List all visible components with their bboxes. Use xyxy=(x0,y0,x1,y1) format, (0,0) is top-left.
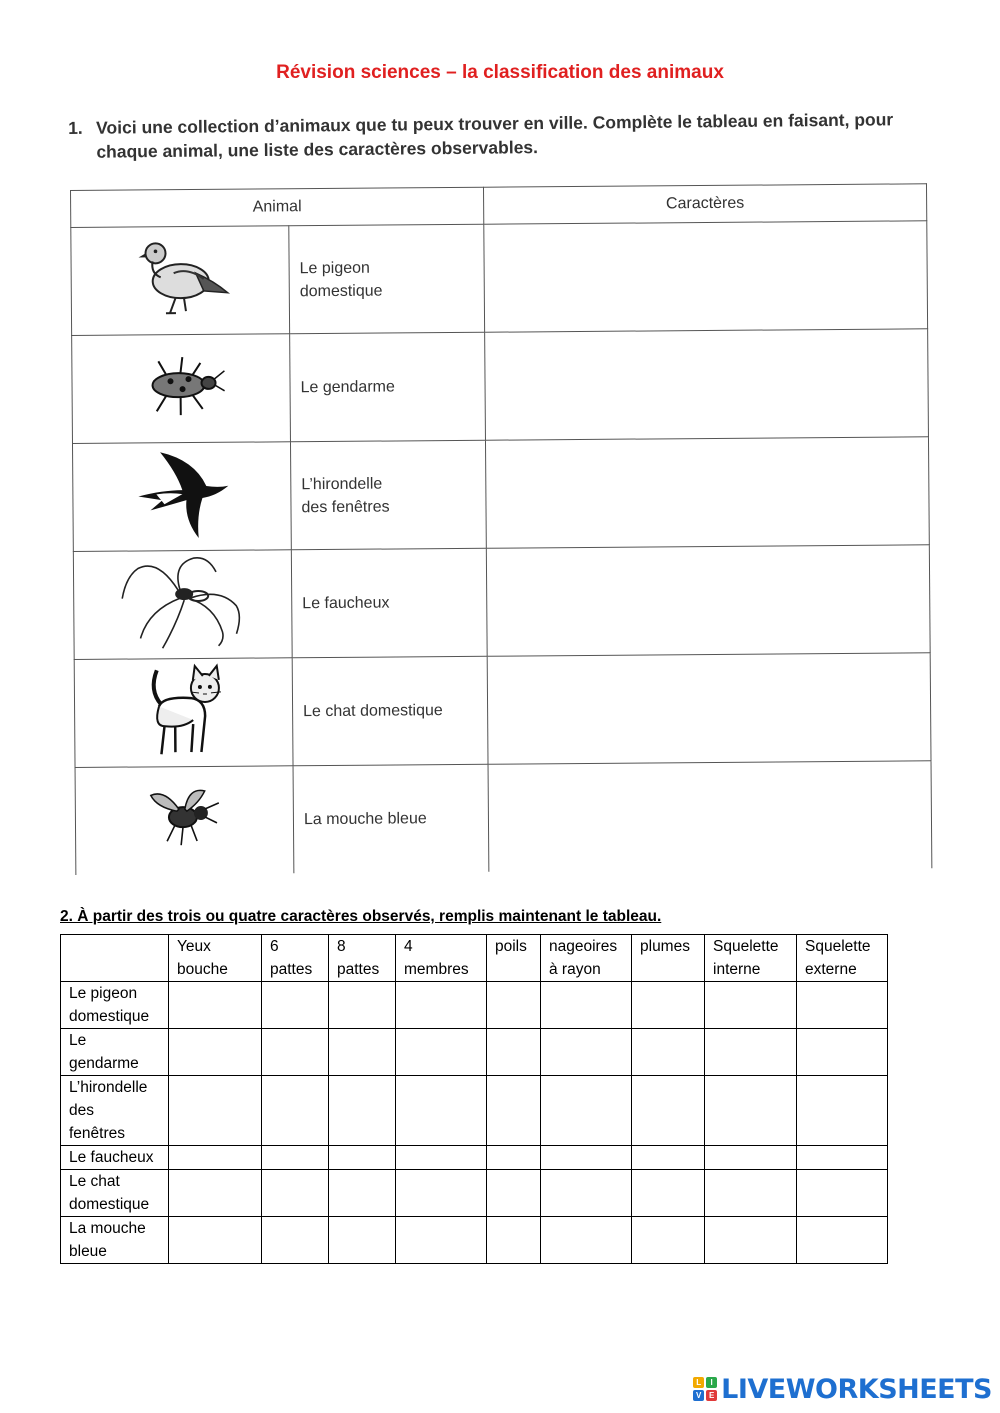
animal-name-line2: des fenêtres xyxy=(301,498,390,516)
table-row xyxy=(61,1029,888,1076)
animal-name: Le faucheux xyxy=(302,594,390,613)
answer-cell[interactable] xyxy=(487,1146,541,1170)
column-header: 6 pattes xyxy=(262,935,329,982)
answer-cell[interactable] xyxy=(329,1076,396,1146)
column-header: plumes xyxy=(632,935,705,982)
answer-cell[interactable] xyxy=(169,1146,262,1170)
answer-cell[interactable] xyxy=(487,1029,541,1076)
answer-cell[interactable] xyxy=(262,1170,329,1217)
characters-answer-cell[interactable] xyxy=(485,329,929,440)
table-row xyxy=(61,1217,888,1264)
answer-cell[interactable] xyxy=(797,1217,888,1264)
animal-image-cell xyxy=(74,658,293,768)
answer-cell[interactable] xyxy=(705,1146,797,1170)
animal-name: L’hirondelle xyxy=(301,475,383,493)
column-header: poils xyxy=(487,935,541,982)
row-header: Le gendarme xyxy=(61,1029,169,1076)
answer-cell[interactable] xyxy=(632,1217,705,1264)
animal-name: Le chat domestique xyxy=(303,702,443,721)
pigeon-icon xyxy=(125,233,236,324)
animal-name-line2: domestique xyxy=(299,282,383,300)
animal-name-cell xyxy=(290,332,486,442)
answer-cell[interactable] xyxy=(797,1170,888,1217)
column-header: Yeux bouche xyxy=(169,935,262,982)
animal-name-cell xyxy=(290,440,486,550)
answer-cell[interactable] xyxy=(541,982,632,1029)
answer-cell[interactable] xyxy=(396,1076,487,1146)
answer-cell[interactable] xyxy=(262,1217,329,1264)
question-1-number: 1. xyxy=(68,117,83,138)
column-header: 8 pattes xyxy=(329,935,396,982)
answer-cell[interactable] xyxy=(797,1076,888,1146)
column-header: 4 membres xyxy=(396,935,487,982)
answer-cell[interactable] xyxy=(487,1076,541,1146)
brand-name: LIVEWORKSHEETS xyxy=(721,1373,992,1405)
answer-cell[interactable] xyxy=(487,982,541,1029)
table-row xyxy=(71,221,928,336)
animal-image-cell xyxy=(72,334,291,444)
answer-cell[interactable] xyxy=(329,1217,396,1264)
answer-cell[interactable] xyxy=(632,1146,705,1170)
answer-cell[interactable] xyxy=(487,1217,541,1264)
header-corner-cell xyxy=(61,935,169,982)
table-row xyxy=(75,761,932,875)
answer-cell[interactable] xyxy=(705,982,797,1029)
answer-cell[interactable] xyxy=(329,1146,396,1170)
answer-cell[interactable] xyxy=(632,1029,705,1076)
animal-image-cell xyxy=(73,550,292,660)
answer-cell[interactable] xyxy=(329,982,396,1029)
row-header: Le faucheux xyxy=(61,1146,169,1170)
table-row xyxy=(73,545,930,660)
table-row xyxy=(74,653,931,768)
answer-cell[interactable] xyxy=(541,1146,632,1170)
answer-cell[interactable] xyxy=(487,1170,541,1217)
classification-table xyxy=(60,934,888,1264)
answer-cell[interactable] xyxy=(169,982,262,1029)
animal-name-cell xyxy=(292,656,488,766)
row-header: L’hirondelle des fenêtres xyxy=(61,1076,169,1146)
answer-cell[interactable] xyxy=(541,1029,632,1076)
answer-cell[interactable] xyxy=(797,1029,888,1076)
answer-cell[interactable] xyxy=(541,1076,632,1146)
animal-name: Le gendarme xyxy=(300,378,395,397)
answer-cell[interactable] xyxy=(705,1217,797,1264)
swallow-icon xyxy=(132,446,233,543)
answer-cell[interactable] xyxy=(396,1217,487,1264)
column-header: nageoires à rayon xyxy=(541,935,632,982)
row-header: La mouche bleue xyxy=(61,1217,169,1264)
column-header: Squelette externe xyxy=(797,935,888,982)
column-header: Squelette interne xyxy=(705,935,797,982)
table-row xyxy=(61,982,888,1029)
harvestman-icon xyxy=(117,554,248,651)
page-title: Révision sciences – la classification des animaux xyxy=(276,62,724,83)
answer-cell[interactable] xyxy=(541,1217,632,1264)
animal-name-cell xyxy=(289,224,485,334)
cat-icon xyxy=(138,660,229,761)
answer-cell[interactable] xyxy=(329,1029,396,1076)
answer-cell[interactable] xyxy=(797,982,888,1029)
question-2: 2. À partir des trois ou quatre caractères observés, remplis maintenant le tableau. xyxy=(60,908,662,925)
answer-cell[interactable] xyxy=(705,1029,797,1076)
characters-answer-cell[interactable] xyxy=(487,653,931,764)
fly-icon xyxy=(144,783,225,854)
answer-cell[interactable] xyxy=(632,1076,705,1146)
animal-table-scan xyxy=(70,183,931,880)
answer-cell[interactable] xyxy=(169,1217,262,1264)
row-header: Le pigeon domestique xyxy=(61,982,169,1029)
answer-cell[interactable] xyxy=(262,1146,329,1170)
answer-cell[interactable] xyxy=(396,1146,487,1170)
answer-cell[interactable] xyxy=(705,1170,797,1217)
animal-image-cell xyxy=(75,766,294,875)
liveworksheets-logo-icon: L I V E xyxy=(693,1377,717,1401)
answer-cell[interactable] xyxy=(169,1029,262,1076)
table-row xyxy=(72,329,929,444)
answer-cell[interactable] xyxy=(705,1076,797,1146)
animal-name-cell xyxy=(291,548,487,658)
table-row xyxy=(61,1146,888,1170)
answer-cell[interactable] xyxy=(797,1146,888,1170)
characters-answer-cell[interactable] xyxy=(485,437,929,548)
answer-cell[interactable] xyxy=(262,1076,329,1146)
gendarme-bug-icon xyxy=(136,351,227,422)
animal-image-cell xyxy=(71,226,290,336)
classification-header-row xyxy=(61,935,888,982)
answer-cell[interactable] xyxy=(396,982,487,1029)
table-row xyxy=(72,437,929,552)
animal-name: Le pigeon xyxy=(299,259,370,277)
answer-cell[interactable] xyxy=(396,1029,487,1076)
question-1 xyxy=(68,107,918,164)
animal-name-cell xyxy=(293,764,489,873)
question-1-text: Voici une collection d’animaux que tu peux trouver en ville. Complète le tableau en faisant, pour chaque animal, une liste des caractères observables. xyxy=(96,109,894,162)
header-animal: Animal xyxy=(71,187,484,227)
table-row xyxy=(61,1170,888,1217)
characters-answer-cell[interactable] xyxy=(486,545,930,656)
animal-name: La mouche bleue xyxy=(303,810,427,829)
characters-answer-cell[interactable] xyxy=(488,761,932,872)
table-row xyxy=(61,1076,888,1146)
answer-cell[interactable] xyxy=(632,982,705,1029)
answer-cell[interactable] xyxy=(262,982,329,1029)
answer-cell[interactable] xyxy=(329,1170,396,1217)
answer-cell[interactable] xyxy=(632,1170,705,1217)
answer-cell[interactable] xyxy=(396,1170,487,1217)
liveworksheets-brand[interactable] xyxy=(693,1372,992,1406)
animal-characters-table xyxy=(70,183,932,875)
answer-cell[interactable] xyxy=(262,1029,329,1076)
answer-cell[interactable] xyxy=(541,1170,632,1217)
answer-cell[interactable] xyxy=(169,1076,262,1146)
row-header: Le chat domestique xyxy=(61,1170,169,1217)
characters-answer-cell[interactable] xyxy=(484,221,928,332)
animal-image-cell xyxy=(72,442,291,552)
answer-cell[interactable] xyxy=(169,1170,262,1217)
header-characters: Caractères xyxy=(483,184,926,224)
